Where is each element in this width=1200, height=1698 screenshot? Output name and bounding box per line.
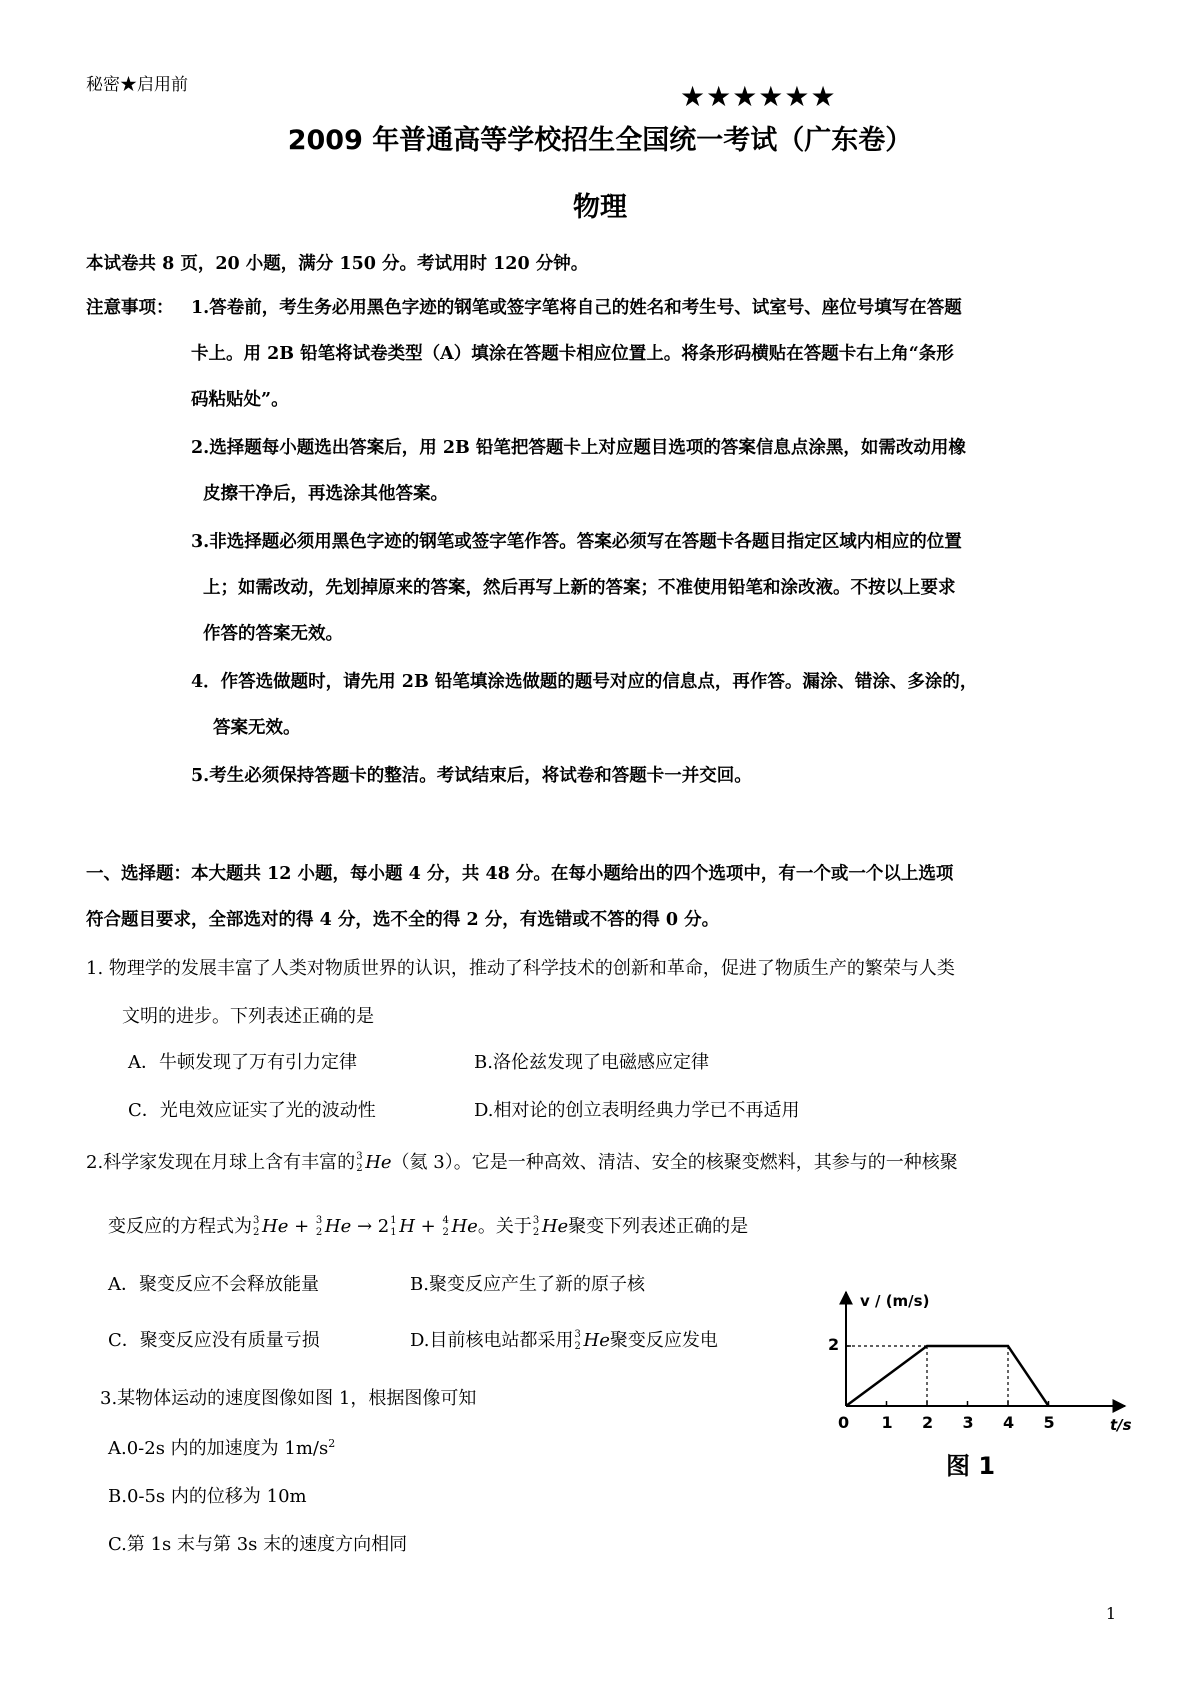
q2-option-b: B.聚变反应产生了新的原子核 [410, 1274, 645, 1295]
notice-label: 注意事项： [86, 298, 174, 318]
isotope-notation: 3 2 [356, 1151, 363, 1174]
q2-option-d: D.目前核电站都采用 3 2 He聚变反应发电 [410, 1329, 718, 1352]
notice-item-5-line-1: 5.考生必须保持答题卡的整洁。考试结束后，将试卷和答题卡一并交回。 [191, 766, 752, 786]
page-number: 1 [1105, 1604, 1116, 1623]
x-tick-label: 4 [1003, 1413, 1015, 1432]
secret-label: 秘密★启用前 [86, 75, 188, 95]
isotope-notation: 4 2 [442, 1215, 449, 1238]
section-1-instructions-line-1: 一、选择题：本大题共 12 小题，每小题 4 分，共 48 分。在每小题给出的四个选项中，有一个或一个以上选项 [86, 864, 954, 884]
notice-item-2-line-1: 2.选择题每小题选出答案后，用 2B 铅笔把答题卡上对应题目选项的答案信息点涂黑，如需改动用橡 [191, 438, 966, 458]
notice-item-3-line-1: 3.非选择题必须用黑色字迹的钢笔或签字笔作答。答案必须写在答题卡各题目指定区域内相应的位置 [191, 532, 962, 552]
x-tick-label: 5 [1043, 1413, 1055, 1432]
q2-stem-line-1: 2.科学家发现在月球上含有丰富的 3 2 He（氦 3）。它是一种高效、清洁、安全的核聚变燃料，其参与的一种核聚 [86, 1151, 958, 1174]
q1-stem-line-2: 文明的进步。下列表述正确的是 [122, 1006, 374, 1027]
notice-item-1-line-2: 卡上。用 2B 铅笔将试卷类型（A）填涂在答题卡相应位置上。将条形码横贴在答题卡右上角“条形 [191, 344, 954, 364]
notice-item-1-line-3: 码粘贴处”。 [191, 390, 289, 410]
notice-item-1-line-1: 1.答卷前，考生务必用黑色字迹的钢笔或签字笔将自己的姓名和考生号、试室号、座位号填写在答题 [191, 298, 962, 318]
q2-option-c: C．聚变反应没有质量亏损 [108, 1330, 320, 1351]
q1-option-d: D.相对论的创立表明经典力学已不再适用 [474, 1100, 800, 1121]
q3-option-c: C.第 1s 末与第 3s 末的速度方向相同 [108, 1534, 408, 1555]
exam-title: 2009 年普通高等学校招生全国统一考试（广东卷） [287, 125, 913, 156]
velocity-series-line [846, 1346, 1049, 1406]
x-tick-label: 2 [922, 1413, 934, 1432]
y-tick-label: 2 [828, 1335, 840, 1354]
figure-caption: 图 1 [946, 1452, 996, 1480]
q1-stem-line-1: 1. 物理学的发展丰富了人类对物质世界的认识，推动了科学技术的创新和革命，促进了物质生产的繁荣与人类 [86, 958, 955, 979]
q1-option-a: A．牛顿发现了万有引力定律 [128, 1052, 357, 1073]
q3-option-b: B.0-5s 内的位移为 10m [108, 1486, 307, 1507]
isotope-notation: 1 1 [390, 1215, 397, 1238]
q1-option-c: C．光电效应证实了光的波动性 [128, 1100, 376, 1121]
q2-stem-line-2: 变反应的方程式为 3 2 He + 3 2 He → 2 1 1 H + 4 2 He。关于 3 2 He聚变下列表述正确的是 [108, 1215, 749, 1238]
section-1-instructions-line-2: 符合题目要求，全部选对的得 4 分，选不全的得 2 分，有选错或不答的得 0 分。 [86, 910, 720, 930]
y-axis-label: v / (m/s) [860, 1292, 930, 1310]
notice-item-4-line-2: 答案无效。 [213, 718, 301, 738]
q2-option-a: A．聚变反应不会释放能量 [108, 1274, 319, 1295]
x-tick-label: 0 [838, 1413, 850, 1432]
q1-option-b: B.洛伦兹发现了电磁感应定律 [474, 1052, 709, 1073]
velocity-time-graph [820, 1284, 1140, 1504]
isotope-notation: 3 2 [253, 1215, 260, 1238]
q3-option-a: A.0-2s 内的加速度为 $1m/s^2$ [108, 1437, 336, 1459]
subject-title: 物理 [573, 192, 627, 223]
x-axis-label: t/s [1110, 1416, 1132, 1434]
stars-decoration: ★★★★★★ [680, 80, 837, 113]
isotope-notation: 3 2 [532, 1215, 540, 1238]
x-tick-label: 3 [962, 1413, 974, 1432]
notice-item-3-line-3: 作答的答案无效。 [203, 624, 343, 644]
exam-intro: 本试卷共 8 页，20 小题，满分 150 分。考试用时 120 分钟。 [86, 254, 589, 274]
q3-stem: 3.某物体运动的速度图像如图 1，根据图像可知 [100, 1388, 477, 1409]
notice-item-3-line-2: 上；如需改动，先划掉原来的答案，然后再写上新的答案；不准使用铅笔和涂改液。不按以上要求 [203, 578, 956, 598]
x-tick-label: 1 [881, 1413, 893, 1432]
notice-item-2-line-2: 皮擦干净后，再选涂其他答案。 [203, 484, 448, 504]
isotope-notation: 3 2 [315, 1215, 323, 1238]
notice-item-4-line-1: 4．作答选做题时，请先用 2B 铅笔填涂选做题的题号对应的信息点，再作答。漏涂、错涂、多涂的， [191, 672, 978, 692]
isotope-notation: 3 2 [574, 1329, 581, 1352]
